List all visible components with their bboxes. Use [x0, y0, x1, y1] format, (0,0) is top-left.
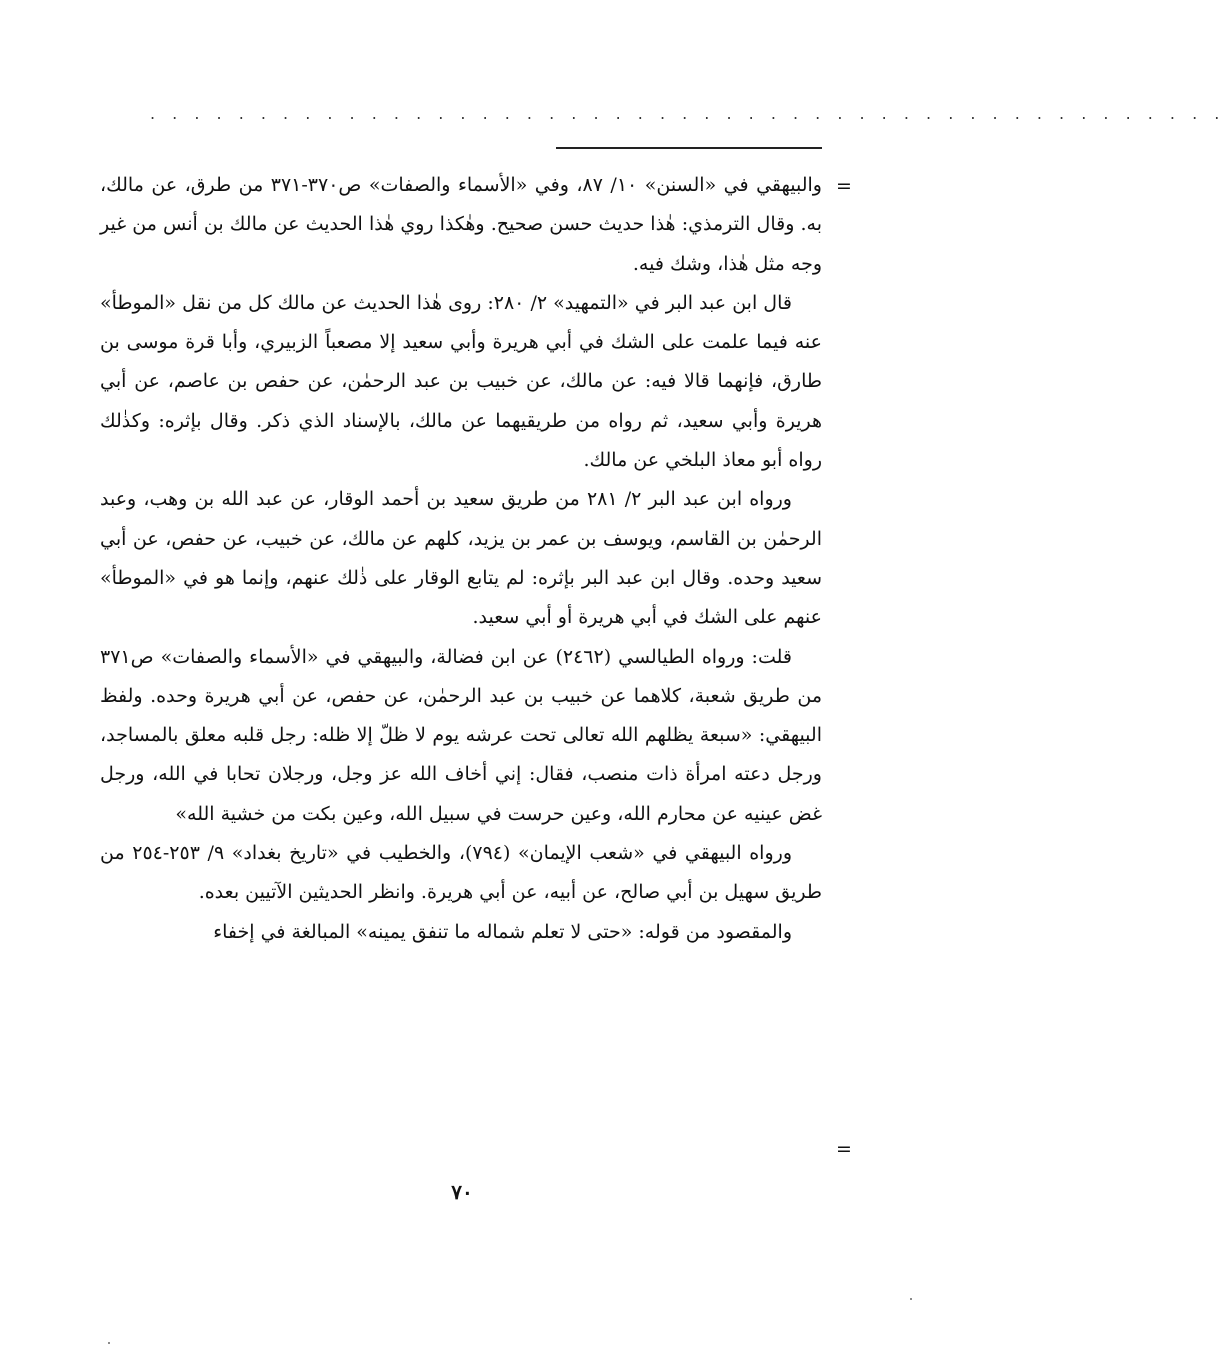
footnote-rule: [556, 147, 822, 149]
scan-speck: [910, 1298, 912, 1300]
dotted-separator: . . . . . . . . . . . . . . . . . . . . . . . . . . . . . . . . . . . . . . . . . . . . . . . . .: [150, 104, 1225, 123]
footnote-body: [100, 166, 822, 952]
paragraph: قلت: ورواه الطيالسي (٢٤٦٢) عن ابن فضالة، والبيهقي في «الأسماء والصفات» ص٣٧١ من طريق شعبة، كلاهما عن خبيب بن عبد الرحمٰن، عن حفص، عن أبي هريرة وحده. ولفظ البيهقي: «سبعة يظلهم الله تعالى تحت عرشه يوم لا ظلّ إلا ظله: رجل قلبه معلق بالمساجد، ورجل دعته امرأة ذات منصب، فقال: إني أخاف الله عز وجل، ورجلان تحابا في الله، ورجل غض عينيه عن محارم الله، وعين حرست في سبيل الله، وعين بكت من خشية الله»: [100, 645, 822, 825]
page-number: ٧٠: [451, 1180, 473, 1204]
paragraph: ورواه ابن عبد البر ٢/ ٢٨١ من طريق سعيد بن أحمد الوقار، عن عبد الله بن وهب، وعبد الرحمٰن بن القاسم، ويوسف بن عمر بن يزيد، كلهم عن مالك، عن خبيب، عن حفص، عن أبي سعيد وحده. وقال ابن عبد البر بإثره: لم يتابع الوقار على ذٰلك عنهم، وإنما هو في «الموطأ» عنهم على الشك في أبي هريرة أو أبي سعيد.: [100, 488, 822, 629]
scan-speck: [108, 1342, 110, 1344]
continuation-mark-start: =: [836, 175, 852, 197]
continuation-mark-end: =: [836, 1138, 852, 1160]
paragraph: قال ابن عبد البر في «التمهيد» ٢/ ٢٨٠: روى هٰذا الحديث عن مالك كل من نقل «الموطأ» عنه فيما علمت على الشك في أبي هريرة وأبي سعيد إلا مصعباً الزبيري، وأبا قرة موسى بن طارق، فإنهما قالا فيه: عن مالك، عن خبيب بن عبد الرحمٰن، عن حفص بن عاصم، عن أبي هريرة وأبي سعيد، ثم رواه من طريقيهما عن مالك، بالإسناد الذي ذكر. وقال بإثره: وكذٰلك رواه أبو معاذ البلخي عن مالك.: [100, 291, 822, 472]
paragraph: والبيهقي في «السنن» ١٠/ ٨٧، وفي «الأسماء والصفات» ص٣٧٠-٣٧١ من طرق، عن مالك، به. وقال الترمذي: هٰذا حديث حسن صحيح. وهٰكذا روي هٰذا الحديث عن مالك بن أنس من غير وجه مثل هٰذا، وشك فيه.: [100, 174, 822, 275]
paragraph: ورواه البيهقي في «شعب الإيمان» (٧٩٤)، والخطيب في «تاريخ بغداد» ٩/ ٢٥٣-٢٥٤ من طريق سهيل بن أبي صالح، عن أبيه، عن أبي هريرة. وانظر الحديثين الآتيين بعده.: [100, 842, 822, 904]
paragraph: والمقصود من قوله: «حتى لا تعلم شماله ما تنفق يمينه» المبالغة في إخفاء: [213, 920, 792, 943]
